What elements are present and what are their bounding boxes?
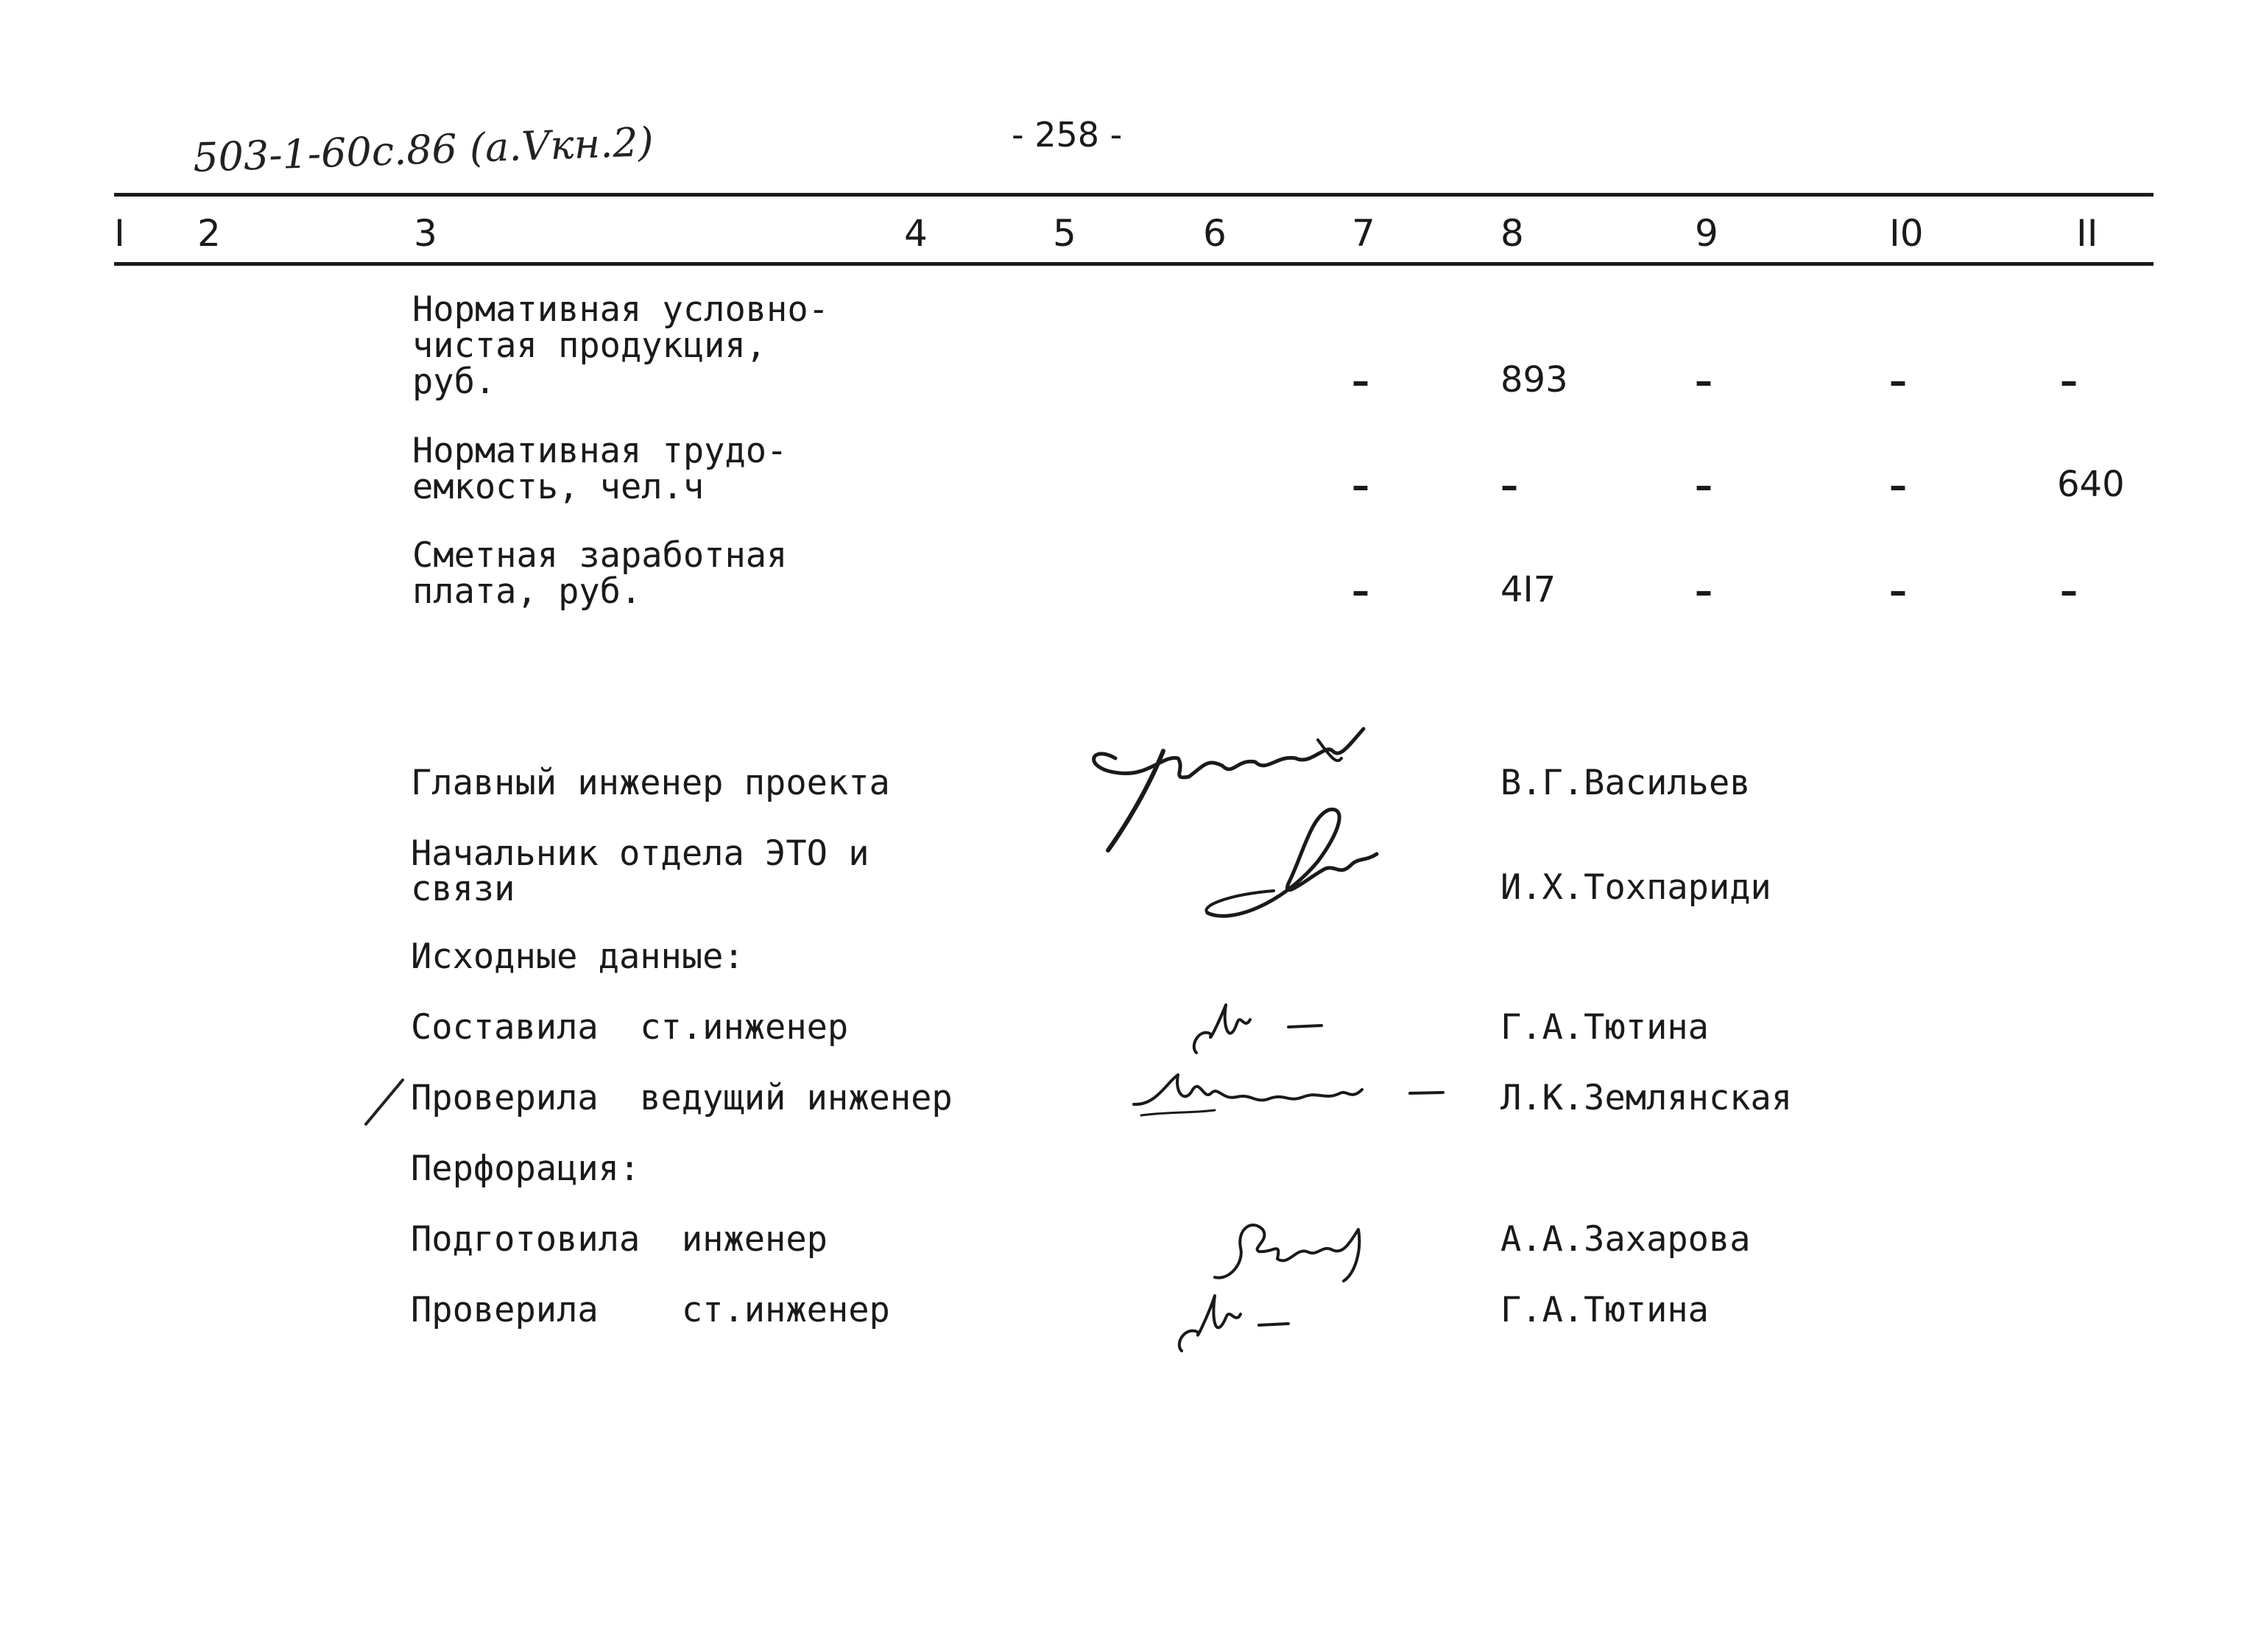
- table-top-rule: [114, 193, 2154, 197]
- row1-col8: 893: [1500, 359, 1568, 400]
- column-header-3: 3: [414, 212, 437, 255]
- row-label-line: емкость, чел.ч: [412, 467, 705, 507]
- row-label-line: Нормативная условно-: [412, 289, 829, 330]
- row1-col9: –: [1695, 361, 1712, 402]
- page-number: - 258 -: [1012, 115, 1123, 155]
- signature-scribble-checked2: [1171, 1281, 1318, 1362]
- signature-name-chief-engineer: В.Г.Васильев: [1500, 763, 1751, 803]
- row-label-line: чистая продукция,: [412, 325, 767, 366]
- row1-col10: –: [1889, 361, 1907, 402]
- signature-role-checked: Проверила ведущий инженер: [411, 1078, 953, 1118]
- row-label-line: Сметная заработная: [412, 535, 788, 576]
- row2-col10: –: [1889, 465, 1907, 506]
- signature-name-checked2: Г.А.Тютина: [1500, 1290, 1709, 1330]
- source-data-heading: Исходные данные:: [411, 936, 744, 977]
- row3-col8: 4I7: [1500, 569, 1556, 610]
- signature-role-compiled: Составила ст.инженер: [411, 1007, 849, 1048]
- column-header-2: 2: [197, 212, 221, 255]
- row-label-line: плата, руб.: [412, 571, 642, 612]
- signature-role-chief-engineer: Главный инженер проекта: [411, 763, 890, 803]
- signature-name-prepared: А.А.Захарова: [1500, 1219, 1751, 1260]
- column-header-5: 5: [1053, 212, 1076, 255]
- signature-name-checked: Л.К.Землянская: [1500, 1078, 1793, 1118]
- row-label-line: руб.: [412, 361, 496, 402]
- signature-role-checked2: Проверила ст.инженер: [411, 1290, 890, 1330]
- table-header-bottom-rule: [114, 262, 2154, 266]
- column-header-4: 4: [904, 212, 928, 255]
- signature-scribble-dept-head: [1200, 795, 1391, 928]
- row3-col11: –: [2060, 571, 2078, 612]
- column-header-10: I0: [1889, 212, 1924, 255]
- signature-scribble-checked: [1126, 1060, 1450, 1134]
- signature-role-prepared: Подготовила инженер: [411, 1219, 828, 1260]
- row2-col8: –: [1500, 465, 1518, 506]
- row3-col7: –: [1352, 571, 1369, 612]
- perforation-heading: Перфорация:: [411, 1148, 641, 1189]
- column-header-1: I: [114, 212, 125, 255]
- signature-name-dept-head: И.Х.Тохпариди: [1500, 867, 1771, 908]
- row-label-line: Нормативная трудо-: [412, 431, 788, 471]
- row2-col9: –: [1695, 465, 1712, 506]
- signature-role-dept-head-line2: связи: [411, 869, 515, 909]
- signature-role-dept-head: Начальник отдела ЭТО и: [411, 833, 870, 874]
- signature-scribble-prepared: [1207, 1207, 1384, 1288]
- row1-col7: –: [1352, 361, 1369, 402]
- row2-col7: –: [1352, 465, 1369, 506]
- column-header-8: 8: [1500, 212, 1524, 255]
- column-header-9: 9: [1695, 212, 1718, 255]
- row3-col9: –: [1695, 571, 1712, 612]
- row3-col10: –: [1889, 571, 1907, 612]
- column-header-6: 6: [1203, 212, 1227, 255]
- signature-scribble-compiled: [1185, 994, 1333, 1067]
- document-code: 503-1-60с.86 (а.Vкн.2): [192, 119, 655, 181]
- check-tick-mark: [362, 1076, 406, 1128]
- column-header-7: 7: [1352, 212, 1375, 255]
- column-header-11: II: [2076, 212, 2098, 255]
- signature-name-compiled: Г.А.Тютина: [1500, 1007, 1709, 1048]
- row1-col11: –: [2060, 361, 2078, 402]
- row2-col11: 640: [2057, 464, 2125, 505]
